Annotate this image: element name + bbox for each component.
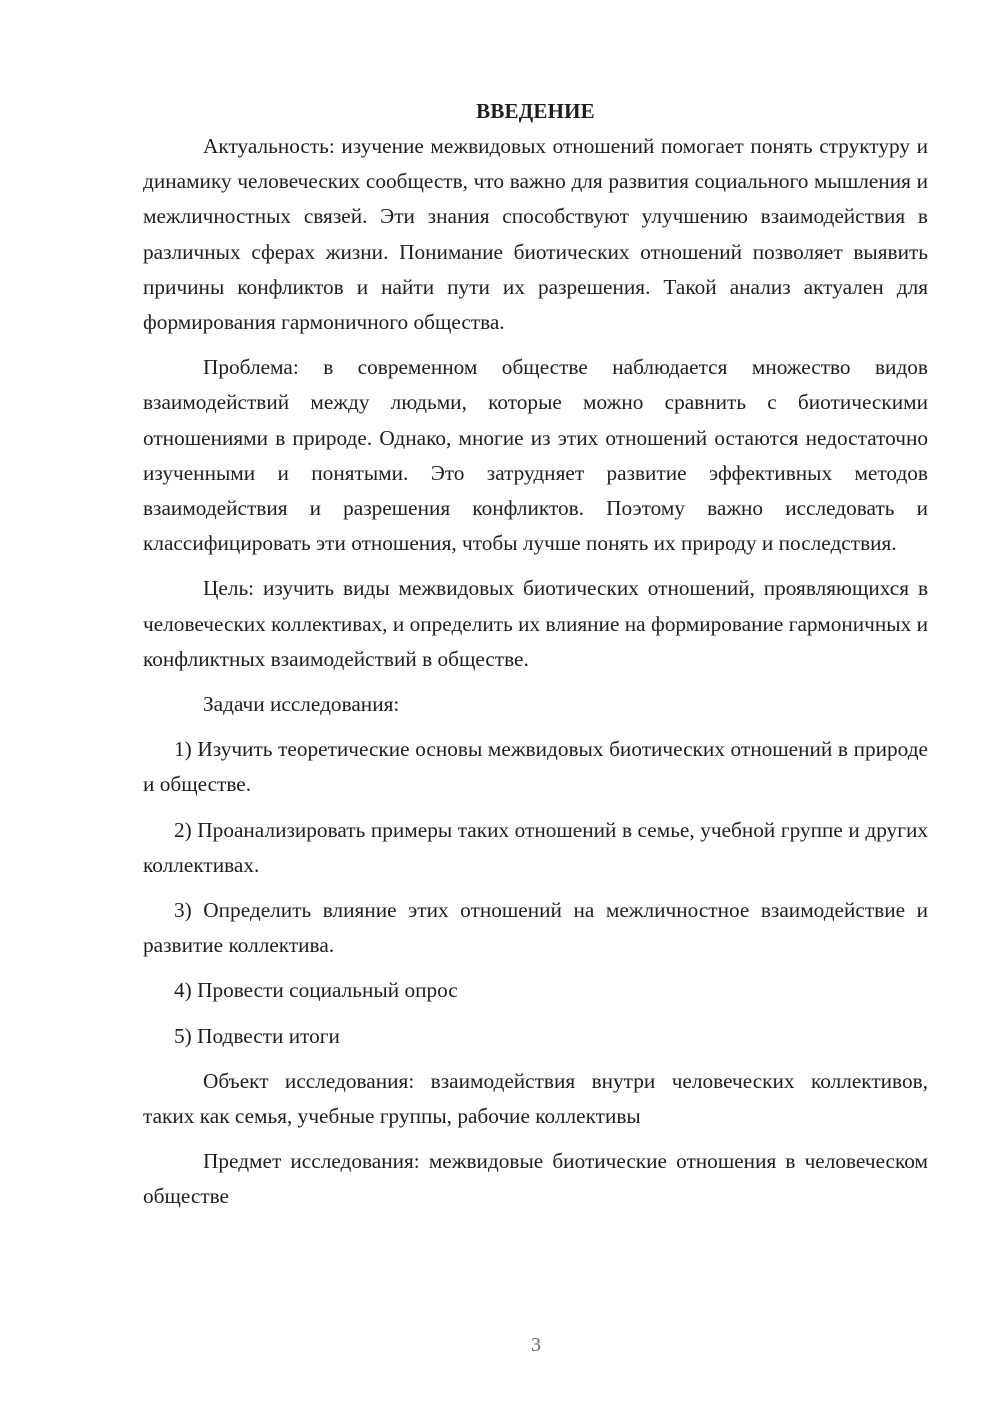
tasks-heading: Задачи исследования:	[203, 692, 400, 717]
relevance-paragraph: Актуальность: изучение межвидовых отношений помогает понять структуру и динамику человеческих сообществ, что важно для развития социального мышления и межличностных связей. Эти знания способствуют улучшению взаимодействия в различных сферах жизни. Понимание биотических отношений позволяет выявить причины конфликтов и найти пути их разрешения. Такой анализ актуален для формирования гармоничного общества.	[143, 134, 928, 335]
problem-paragraph: Проблема: в современном обществе наблюдается множество видов взаимодействий между людьми, которые можно сравнить с биотическими отношениями в природе. Однако, многие из этих отношений остаются недостаточно изученными и понятыми. Это затрудняет развитие эффективных методов взаимодействия и разрешения конфликтов. Поэтому важно исследовать и классифицировать эти отношения, чтобы лучше понять их природу и последствия.	[143, 355, 928, 556]
task-item-2: 2) Проанализировать примеры таких отношений в семье, учебной группе и других коллективах.	[143, 817, 928, 877]
task-item-3: 3) Определить влияние этих отношений на межличностное взаимодействие и развитие коллектива.	[143, 898, 928, 958]
page-title: ВВЕДЕНИЕ	[476, 99, 595, 123]
subject-paragraph: Предмет исследования: межвидовые биотические отношения в человеческом обществе	[143, 1149, 928, 1209]
page-number: 3	[531, 1334, 541, 1356]
task-item-5: 5) Подвести итоги	[174, 1023, 340, 1048]
page-content	[143, 94, 928, 1225]
object-paragraph: Объект исследования: взаимодействия внутри человеческих коллективов, таких как семья, учебные группы, рабочие коллективы	[143, 1068, 928, 1129]
task-item-4: 4) Провести социальный опрос	[174, 978, 458, 1003]
goal-paragraph: Цель: изучить виды межвидовых биотических отношений, проявляющихся в человеческих коллективах, и определить их влияние на формирование гармоничных и конфликтных взаимодействий в обществе.	[143, 576, 928, 671]
task-item-1: 1) Изучить теоретические основы межвидовых биотических отношений в природе и обществе.	[143, 737, 928, 797]
